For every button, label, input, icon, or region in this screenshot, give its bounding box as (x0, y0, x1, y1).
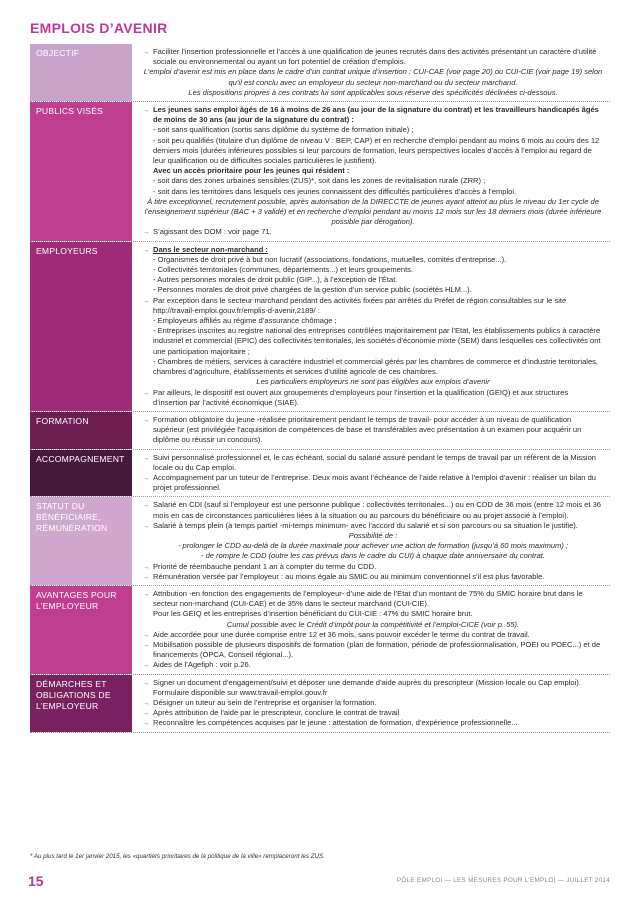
arrow-icon: → (142, 677, 150, 687)
paragraph (142, 572, 604, 582)
paragraph (142, 660, 604, 670)
arrow-icon: → (142, 588, 150, 598)
text: - Organismes de droit privé à but non lucratif (associations, fondations, mutuelles, comités d’entreprise...). (153, 254, 507, 264)
arrow-icon: → (142, 571, 150, 581)
text: - Entreprises inscrites au registre national des entreprises contrôlées majoritairement par l’Etat, les établissements publics à caractère industriel et commercial (EPIC) des collectivités territoriales, les sociétés d’économie mixte (SEM) dans lesquelles ces collectivités ont une participation majoritaire ; (153, 326, 601, 356)
arrow-icon: → (142, 629, 150, 639)
note: L’emploi d’avenir est mis en place dans le cadre d’un contrat unique d’insertion : CUI-CAE (voir page 20) ou CUI-CIE (voir page 19) selon qu’il est conclu avec un employeur du secteur non-marchand ou du secteur marchand. (143, 67, 603, 87)
measures-table (30, 44, 610, 733)
text: Pour les GEIQ et les entreprises d’insertion bénéficiant du CUI-CIE : 47% du SMIC horaire brut. (153, 609, 473, 619)
text: Formation obligatoire du jeune -réalisée prioritairement pendant le temps de travail- pour accéder à un niveau de qualification supérieur (est privilégiée l’acquisition de compétences de base et transférables avec présentation à un examen pour acquérir un diplôme ou réussir un concours). (153, 414, 582, 445)
paragraph (142, 453, 604, 473)
row-employeurs (30, 242, 610, 412)
arrow-icon: → (142, 452, 150, 462)
paragraph (142, 296, 604, 316)
row-content-statut (132, 497, 610, 585)
arrow-icon: → (142, 227, 150, 237)
text: - soit peu qualifiés (titulaire d’un diplôme de niveau V : BEP, CAP) et en recherche d’emploi pendant au moins 6 mois au cours des 12 derniers mois (durées inférieures possibles si leur parcours de formation, leurs perspectives locales d’accès à l’emploi au regard de leur qualification ou de difficultés sociales particulières le justifient). (153, 135, 600, 166)
footer-text: PÔLE EMPLOI — LES MESURES POUR L’EMPLOI — JUILLET 2014 (396, 877, 610, 884)
arrow-icon: → (142, 105, 150, 115)
text: Les jeunes sans emploi âgés de 16 à moins de 26 ans (au jour de la signature du contrat) et les travailleurs handicapés âgés de moins de 30 ans (au jour de la signature du contrat) : (153, 105, 599, 125)
text: - Collectivités territoriales (communes, départements...) et leurs groupements. (153, 265, 414, 275)
arrow-icon: → (142, 718, 150, 728)
paragraph (142, 718, 604, 728)
note: - prolonger le CDD au-delà de la durée maximale pour achever une action de formation (jusqu’à 60 mois maximum) ; (177, 541, 569, 551)
arrow-icon: → (142, 708, 150, 718)
paragraph (142, 105, 604, 125)
arrow-icon: → (142, 387, 150, 397)
note: Les dispositions propres à ces contrats lui sont applicables sous réserve des spécificités déclinées ci-dessous. (188, 87, 558, 97)
row-content-accompagnement (132, 450, 610, 497)
text: Dans le secteur non-marchand : (153, 244, 268, 254)
paragraph (142, 562, 604, 572)
row-objectif (30, 44, 610, 102)
arrow-icon: → (142, 414, 150, 424)
note: - de rompre le CDD (outre les cas prévus dans le cadre du CUI) à chaque date anniversaire du contrat. (201, 551, 545, 561)
text: - soit dans les territoires dans lesquels ces jeunes connaissent des difficultés particulières d’accès à l’emploi. (153, 186, 517, 196)
paragraph (142, 245, 604, 255)
note: Possibilité de : (348, 530, 398, 540)
row-content-publics (132, 102, 610, 241)
row-label-formation: FORMATION (30, 412, 132, 449)
text: Aide accordée pour une durée comprise entre 12 et 36 mois, sans pouvoir excéder le terme du contrat de travail. (153, 629, 530, 639)
row-avantages (30, 586, 610, 675)
text: Par ailleurs, le dispositif est ouvert aux groupements d’employeurs pour l’insertion et la qualification (GEIQ) et aux structures d’insertion par l’activité économique (SIAE). (153, 387, 569, 407)
paragraph (142, 473, 604, 493)
arrow-icon: → (142, 639, 150, 649)
paragraph (142, 640, 604, 660)
paragraph (142, 388, 604, 408)
row-label-objectif: OBJECTIF (30, 44, 132, 101)
text: Attribution -en fonction des engagements de l’employeur- d’une aide de l’Etat d’un montant de 75% du SMIC horaire brut dans le secteur non-marchand (CUI-CAE) et de 35% dans le secteur marchand (CUI-CIE). (153, 588, 583, 609)
page-title: EMPLOIS D’AVENIR (30, 20, 168, 36)
text: - Chambres de métiers, services à caractère industriel et commercial gérés par les chambres de commerce et d’industrie territoriales, chambres d’agriculture, établissements et services d’utilité agricole de ces chambres. (153, 356, 599, 377)
paragraph (142, 500, 604, 520)
text: Accompagnement par un tuteur de l’entreprise. Deux mois avant l’échéance de l’aide relative à l’emploi d’avenir : réaliser un bilan du projet professionnel. (153, 472, 596, 493)
text: Salarié en CDI (sauf si l’employeur est une personne publique : collectivités territoriales...) ou en CDD de 36 mois (entre 12 mois et 36 mois en cas de circonstances particulières liées à la situation ou au parcours du bénéficiaire ou au projet associé à l’emploi). (153, 500, 601, 520)
row-label-accompagnement: ACCOMPAGNEMENT (30, 450, 132, 497)
text: - Personnes morales de droit privé chargées de la gestion d’un service public (sociétés HLM...). (153, 285, 472, 295)
text: Par exception dans le secteur marchand pendant des activités fixées par arrêtés du Préfet de région consultables sur le site http://travail-emploi.gouv.fr/emplis-d-avenir,2189/ : (153, 295, 567, 315)
footnote: * Au plus tard le 1er janvier 2015, les «quartiers prioritaires de la politique de la ville» remplaceront les ZUS. (30, 853, 325, 860)
paragraph (142, 678, 604, 698)
arrow-icon: → (142, 472, 150, 482)
text: Désigner un tuteur au sein de l’entreprise et organiser la formation. (153, 697, 377, 707)
text: S’agissant des DOM : voir page 71. (153, 227, 272, 237)
row-label-employeurs: EMPLOYEURS (30, 242, 132, 411)
row-label-publics: PUBLICS VISÉS (30, 102, 132, 241)
row-content-objectif (132, 44, 610, 101)
paragraph (142, 698, 604, 708)
row-statut (30, 497, 610, 586)
text: - Autres personnes morales de droit public (GIP...), à l’exception de l’État. (153, 275, 398, 285)
paragraph (142, 227, 604, 237)
text: Après attribution de l’aide par le prescripteur, conclure le contrat de travail (153, 708, 400, 718)
paragraph (142, 521, 604, 531)
row-content-demarches (132, 675, 610, 732)
arrow-icon: → (142, 561, 150, 571)
arrow-icon: → (142, 295, 150, 305)
arrow-icon: → (142, 244, 150, 254)
text: Salarié à temps plein (à temps partiel -mi-temps minimum- avec l’accord du salarié et si son parcours ou sa situation le justifie). (153, 520, 578, 530)
text: - soit dans des zones urbaines sensibles (ZUS)*, soit dans les zones de revitalisation rurale (ZRR) ; (153, 176, 486, 186)
row-label-avantages: AVANTAGES POUR L’EMPLOYEUR (30, 586, 132, 674)
row-content-employeurs (132, 242, 610, 411)
text: - Employeurs affiliés au régime d’assurance chômage ; (153, 316, 337, 326)
row-label-demarches: DÉMARCHES ET OBLIGATIONS DE L’EMPLOYEUR (30, 675, 132, 732)
text: Rémunération versée par l’employeur : au moins égale au SMIC ou au minimum conventionnel s’il est plus favorable. (153, 571, 545, 581)
arrow-icon: → (142, 500, 150, 510)
text: Signer un document d’engagement/suivi et déposer une demande d’aide auprès du prescripteur (Mission locale ou Cap emploi). Formulaire disponible sur www.travail-emploi.gouv.fr (153, 677, 581, 697)
paragraph (142, 708, 604, 718)
paragraph (142, 630, 604, 640)
text: Reconnaître les compétences acquises par le jeune : attestation de formation, d’expérience professionnelle... (153, 718, 518, 728)
text: Avec un accès prioritaire pour les jeunes qui résident : (153, 166, 350, 176)
note: Cumul possible avec le Crédit d’impôt pour la compétitivité et l’emploi-CICE (voir p. 55). (226, 619, 520, 629)
text: Suivi personnalisé professionnel et, le cas échéant, social du salarié assuré pendant le temps de travail par un référent de la Mission locale ou du Cap emploi. (153, 452, 597, 472)
text: Priorité de réembauche pendant 1 an à compter du terme du CDD. (153, 561, 377, 571)
paragraph (142, 415, 604, 446)
arrow-icon: → (142, 47, 150, 56)
page-number: 15 (28, 873, 44, 889)
row-accompagnement (30, 450, 610, 498)
text: - soit sans qualification (sortis sans diplôme du système de formation initiale) ; (153, 125, 414, 135)
row-content-avantages (132, 586, 610, 674)
row-formation (30, 412, 610, 450)
note: À titre exceptionnel, recrutement possible, après autorisation de la DIRECCTE de jeunes ayant atteint au plus le niveau du 1er cycle de l’enseignement supérieur (BAC + 3 validé) et en recherche d’emploi pendant au moins 12 mois sur les 18 derniers mois (durée inférieure possible par dérogation). (144, 196, 602, 227)
text: Faciliter l’insertion professionnelle et l’accès à une qualification de jeunes recrutés dans des activités présentant un caractère d’utilité sociale ou environnemental ou ayant un fort potentiel de création d’emplois. (153, 47, 597, 67)
text: Aides de l’Agefiph : voir p.26. (153, 660, 251, 670)
row-publics (30, 102, 610, 242)
note: Les particuliers employeurs ne sont pas éligibles aux emplois d’avenir (256, 377, 490, 387)
arrow-icon: → (142, 520, 150, 530)
paragraph (142, 47, 604, 67)
row-label-statut: STATUT DU BÉNÉFICIAIRE, RÉMUNÉRATION (30, 497, 132, 585)
arrow-icon: → (142, 697, 150, 707)
text: Mobilisation possible de plusieurs dispositifs de formation (plan de formation, période de professionnalisation, POEI ou POEC...) et de financements (OPCA, Conseil régional...). (153, 639, 601, 660)
arrow-icon: → (142, 660, 150, 670)
row-demarches (30, 675, 610, 733)
row-content-formation (132, 412, 610, 449)
paragraph (142, 589, 604, 609)
